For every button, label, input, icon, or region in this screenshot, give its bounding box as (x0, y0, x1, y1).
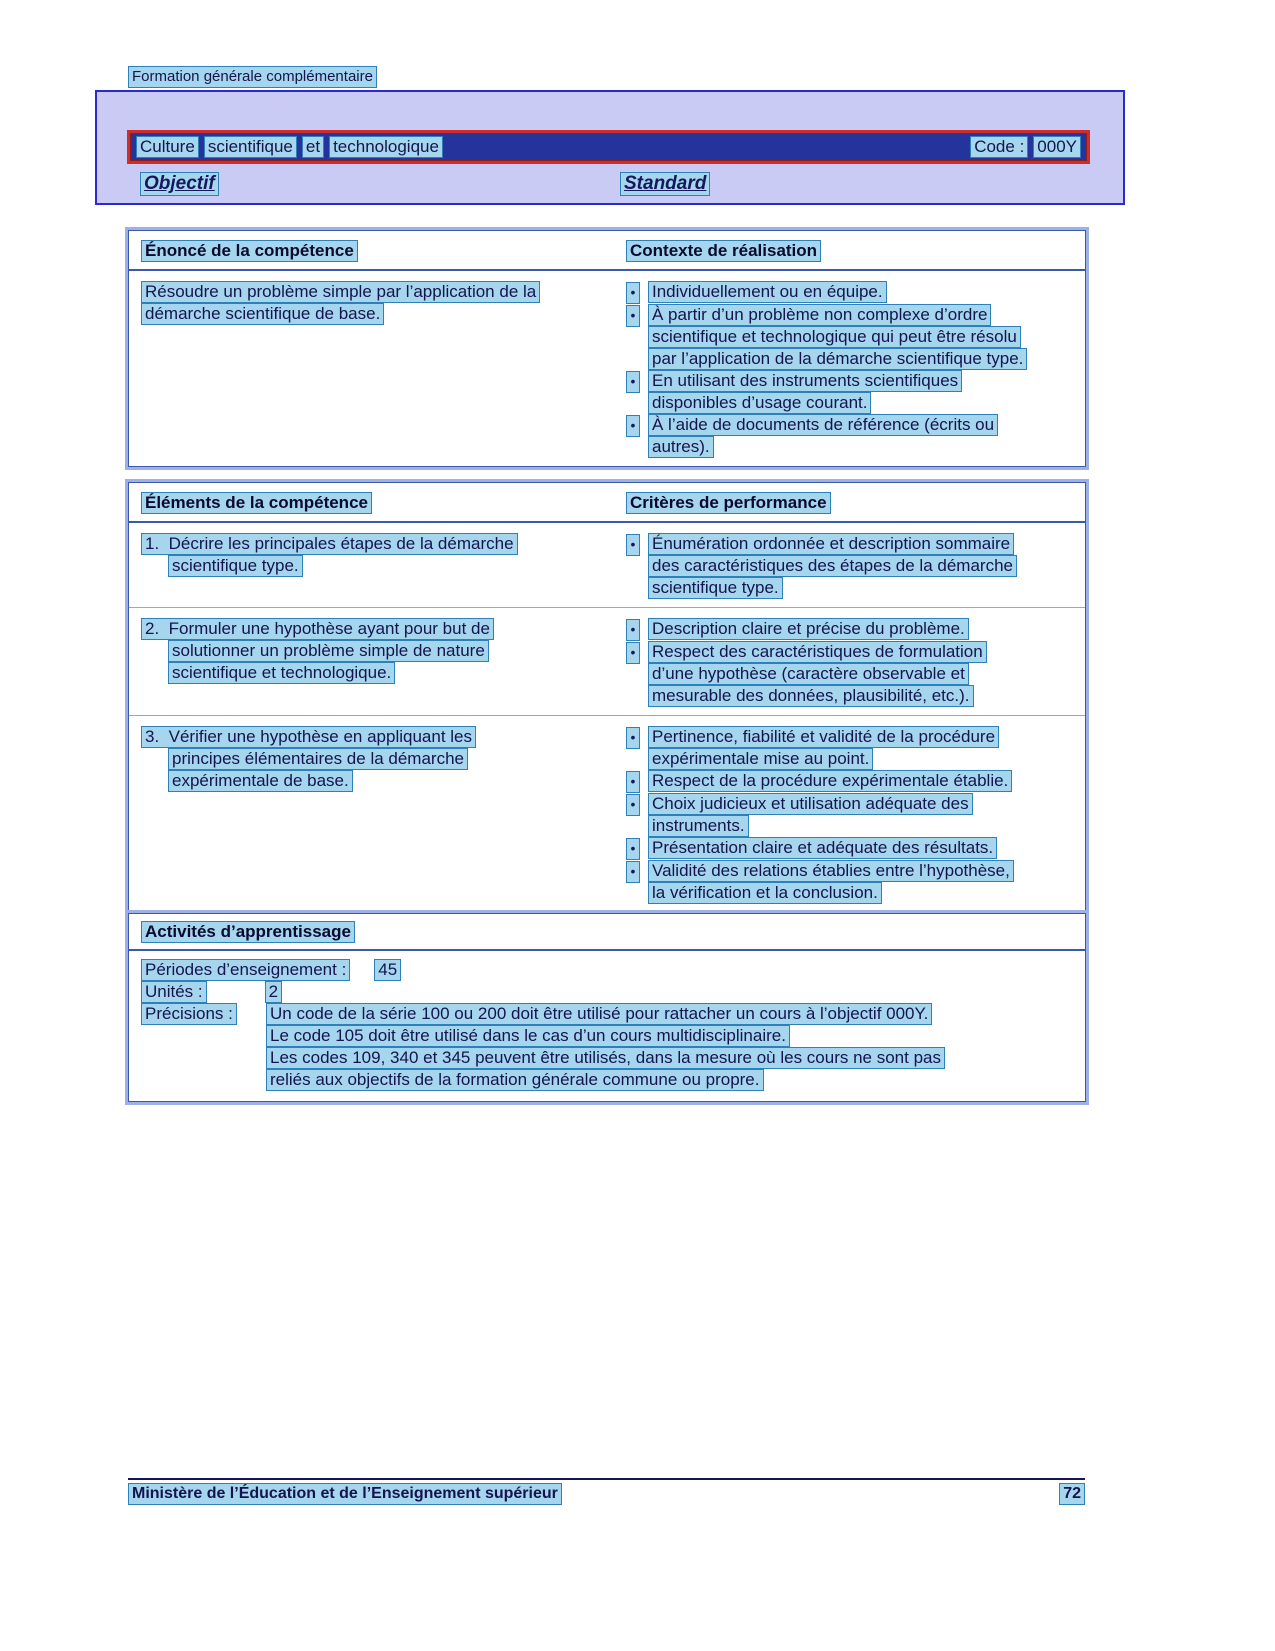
precisions-line: Un code de la série 100 ou 200 doit être utilisé pour rattacher un cours à l’objectif 000Y. (266, 1003, 932, 1025)
objectif-heading: Objectif (140, 172, 219, 196)
course-title-word: Culture (136, 136, 199, 158)
table-row (129, 607, 1085, 715)
precisions-label-cell (141, 1003, 266, 1025)
element-line: principes élémentaires de la démarche (168, 748, 468, 770)
list-item (626, 726, 1073, 770)
bullet-icon (626, 534, 640, 556)
list-item (626, 793, 1073, 837)
element-line: scientifique type. (168, 555, 303, 577)
bullet-line: expérimentale mise au point. (648, 748, 873, 770)
list-item (626, 860, 1073, 904)
criteria-cell (614, 608, 1085, 715)
bullet-line: Validité des relations établies entre l’hypothèse, (648, 860, 1014, 882)
bullet-line: scientifique type. (648, 577, 783, 599)
activities-table (128, 913, 1086, 1102)
banner-box (95, 90, 1125, 205)
bullet-icon (626, 838, 640, 860)
header-cell-elements (129, 483, 614, 521)
bullet-line: scientifique et technologique qui peut être résolu (648, 326, 1021, 348)
bullet-line: des caractéristiques des étapes de la démarche (648, 555, 1017, 577)
bullet-line: Choix judicieux et utilisation adéquate des (648, 793, 973, 815)
elements-table (128, 482, 1086, 913)
bullet-line: En utilisant des instruments scientifiques (648, 370, 962, 392)
element-line: expérimentale de base. (168, 770, 353, 792)
units-label: Unités : (141, 981, 207, 1003)
list-item (626, 837, 1073, 860)
course-title-word: et (302, 136, 324, 158)
course-title-word: technologique (329, 136, 443, 158)
course-code-label: Code : (970, 136, 1028, 158)
list-item (626, 281, 1073, 304)
bullet-icon (626, 415, 640, 437)
bullet-line: autres). (648, 436, 714, 458)
list-item (626, 304, 1073, 370)
bullet-icon (626, 771, 640, 793)
section-label-text: Formation générale complémentaire (128, 66, 377, 88)
precisions-label: Précisions : (141, 1003, 237, 1025)
bullet-line: Description claire et précise du problème. (648, 618, 969, 640)
list-item (626, 618, 1073, 641)
competence-table (128, 230, 1086, 467)
bullet-line: À partir d’un problème non complexe d’ordre (648, 304, 991, 326)
list-item (626, 533, 1073, 599)
course-code (970, 136, 1081, 158)
list-item (626, 770, 1073, 793)
bullet-line: la vérification et la conclusion. (648, 882, 882, 904)
bullet-line: Respect de la procédure expérimentale établie. (648, 770, 1012, 792)
periods-label: Périodes d’enseignement : (141, 959, 350, 981)
element-cell (129, 523, 614, 607)
page-footer (128, 1478, 1085, 1505)
contexte-cell (614, 271, 1085, 466)
activities-table-header (129, 914, 1085, 951)
course-title-word: scientifique (204, 136, 297, 158)
header-text: Éléments de la compétence (141, 492, 372, 514)
bullet-line: par l’application de la démarche scientifique type. (648, 348, 1027, 370)
footer-ministry: Ministère de l’Éducation et de l’Enseignement supérieur (128, 1483, 562, 1505)
element-line: solutionner un problème simple de nature (168, 640, 489, 662)
header-text: Contexte de réalisation (626, 240, 821, 262)
section-label (128, 66, 377, 88)
course-title-bar (127, 130, 1090, 164)
bullet-line: À l’aide de documents de référence (écrits ou (648, 414, 998, 436)
precisions-row (141, 1003, 1073, 1091)
header-text: Activités d’apprentissage (141, 921, 355, 943)
bullet-line: Présentation claire et adéquate des résultats. (648, 837, 997, 859)
bullet-line: disponibles d’usage courant. (648, 392, 871, 414)
periods-row (141, 959, 1073, 981)
header-cell-criteres (614, 483, 1085, 521)
element-line: scientifique et technologique. (168, 662, 395, 684)
enonce-line: Résoudre un problème simple par l’application de la (141, 281, 540, 303)
bullet-line: instruments. (648, 815, 749, 837)
page-number: 72 (1059, 1483, 1085, 1505)
course-title (136, 136, 443, 158)
units-row (141, 981, 1073, 1003)
bullet-line: mesurable des données, plausibilité, etc.). (648, 685, 974, 707)
element-line: 1. Décrire les principales étapes de la démarche (141, 533, 518, 555)
bullet-icon (626, 861, 640, 883)
table-row (129, 523, 1085, 607)
header-cell-contexte (614, 231, 1085, 269)
bullet-icon (626, 371, 640, 393)
precisions-line: Les codes 109, 340 et 345 peuvent être utilisés, dans la mesure où les cours ne sont pas (266, 1047, 945, 1069)
standard-heading: Standard (620, 172, 710, 196)
course-code-value: 000Y (1033, 136, 1081, 158)
bullet-icon (626, 794, 640, 816)
bullet-line: Énumération ordonnée et description sommaire (648, 533, 1014, 555)
competence-table-body (129, 271, 1085, 466)
bullet-line: Individuellement ou en équipe. (648, 281, 887, 303)
elements-table-header (129, 483, 1085, 523)
criteria-cell (614, 523, 1085, 607)
list-item (626, 370, 1073, 414)
enonce-line: démarche scientifique de base. (141, 303, 384, 325)
enonce-cell (129, 271, 614, 466)
bullet-icon (626, 727, 640, 749)
bullet-icon (626, 642, 640, 664)
competence-table-header (129, 231, 1085, 271)
table-row (129, 715, 1085, 912)
bullet-icon (626, 619, 640, 641)
bullet-line: Pertinence, fiabilité et validité de la procédure (648, 726, 999, 748)
bullet-icon (626, 305, 640, 327)
element-line: 2. Formuler une hypothèse ayant pour but de (141, 618, 494, 640)
periods-value: 45 (374, 959, 401, 981)
bullet-icon (626, 282, 640, 304)
activities-table-body (129, 951, 1085, 1101)
list-item (626, 641, 1073, 707)
precisions-line: Le code 105 doit être utilisé dans le cas d’un cours multidisciplinaire. (266, 1025, 790, 1047)
element-cell (129, 716, 614, 912)
bullet-line: Respect des caractéristiques de formulation (648, 641, 987, 663)
units-value: 2 (265, 981, 282, 1003)
header-cell-enonce (129, 231, 614, 269)
list-item (626, 414, 1073, 458)
criteria-cell (614, 716, 1085, 912)
header-text: Critères de performance (626, 492, 831, 514)
precisions-line: reliés aux objectifs de la formation générale commune ou propre. (266, 1069, 764, 1091)
element-cell (129, 608, 614, 715)
element-line: 3. Vérifier une hypothèse en appliquant les (141, 726, 476, 748)
precisions-text (266, 1003, 1073, 1091)
bullet-line: d’une hypothèse (caractère observable et (648, 663, 969, 685)
header-text: Énoncé de la compétence (141, 240, 358, 262)
